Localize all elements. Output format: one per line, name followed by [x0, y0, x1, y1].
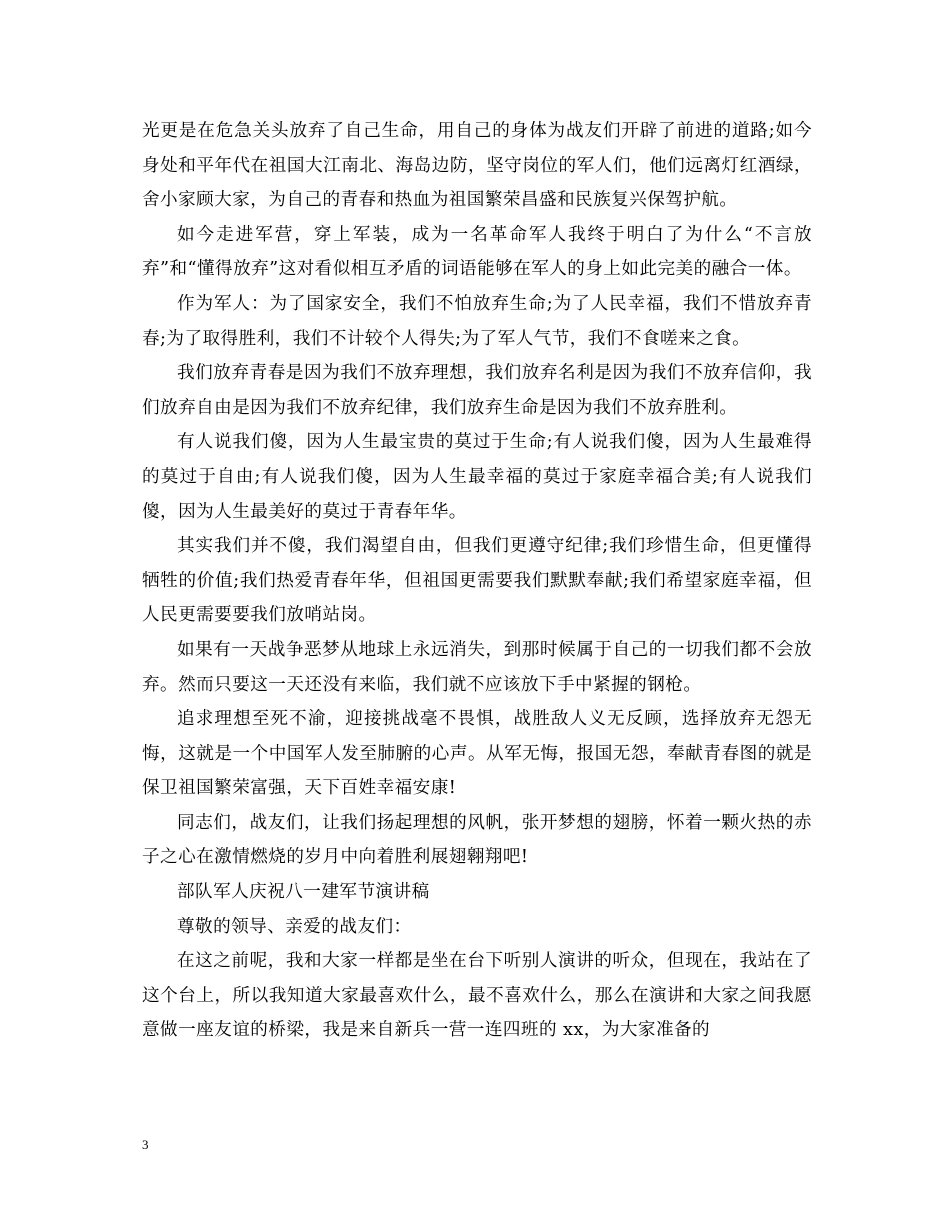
paragraph-4: 我们放弃青春是因为我们不放弃理想，我们放弃名利是因为我们不放弃信仰，我们放弃自由是因为我们不放弃纪律，我们放弃生命是因为我们不放弃胜利。 — [142, 363, 812, 418]
paragraph-7: 如果有一天战争恶梦从地球上永远消失，到那时候属于自己的一切我们都不会放弃。然而只要这一天还没有来临，我们就不应该放下手中紧握的钢枪。 — [142, 639, 812, 695]
page-number: 3 — [142, 1137, 149, 1152]
paragraph-3: 作为军人：为了国家安全，我们不怕放弃生命;为了人民幸福，我们不惜放弃青春;为了取得胜利，我们不计较个人得失;为了军人气节，我们不食嗟来之食。 — [142, 293, 812, 349]
paragraph-1: 光更是在危急关头放弃了自己生命，用自己的身体为战友们开辟了前进的道路;如今身处和平年代在祖国大江南北、海岛边防，坚守岗位的军人们，他们远离灯红酒绿，舍小家顾大家，为自己的青春和热血为祖国繁荣昌盛和民族复兴保驾护航。 — [142, 121, 812, 211]
salutation: 尊敬的领导、亲爱的战友们： — [177, 916, 412, 937]
paragraph-8: 追求理想至死不渝，迎接挑战毫不畏惧，战胜敌人义无反顾，选择放弃无怨无悔，这就是一个中国军人发至肺腑的心声。从军无悔，报国无怨，奉献青春图的就是保卫祖国繁荣富强，天下百姓幸福安康! — [142, 709, 812, 799]
paragraph-9: 同志们，战友们，让我们扬起理想的风帆，张开梦想的翅膀，怀着一颗火热的赤子之心在激情燃烧的岁月中向着胜利展翅翱翔吧! — [142, 812, 812, 868]
paragraph-6: 其实我们并不傻，我们渴望自由，但我们更遵守纪律;我们珍惜生命，但更懂得牺牲的价值;我们热爱青春年华，但祖国更需要我们默默奉献;我们希望家庭幸福，但人民更需要要我们放哨站岗。 — [142, 536, 812, 626]
speech-title: 部队军人庆祝八一建军节演讲稿 — [177, 882, 430, 903]
document-body — [142, 114, 812, 1048]
paragraph-12: 在这之前呢，我和大家一样都是坐在台下听别人演讲的听众，但现在，我站在了这个台上，所以我知道大家最喜欢什么，最不喜欢什么，那么在演讲和大家之间我愿意做一座友谊的桥梁，我是来自新兵一营一连四班的 xx，为大家准备的 — [142, 951, 812, 1041]
paragraph-2: 如今走进军营，穿上军装，成为一名革命军人我终于明白了为什么“不言放弃”和“懂得放弃”这对看似相互矛盾的词语能够在军人的身上如此完美的融合一体。 — [142, 224, 812, 280]
paragraph-5: 有人说我们傻，因为人生最宝贵的莫过于生命;有人说我们傻，因为人生最难得的莫过于自由;有人说我们傻，因为人生最幸福的莫过于家庭幸福合美;有人说我们傻，因为人生最美好的莫过于青春年华。 — [142, 432, 812, 522]
